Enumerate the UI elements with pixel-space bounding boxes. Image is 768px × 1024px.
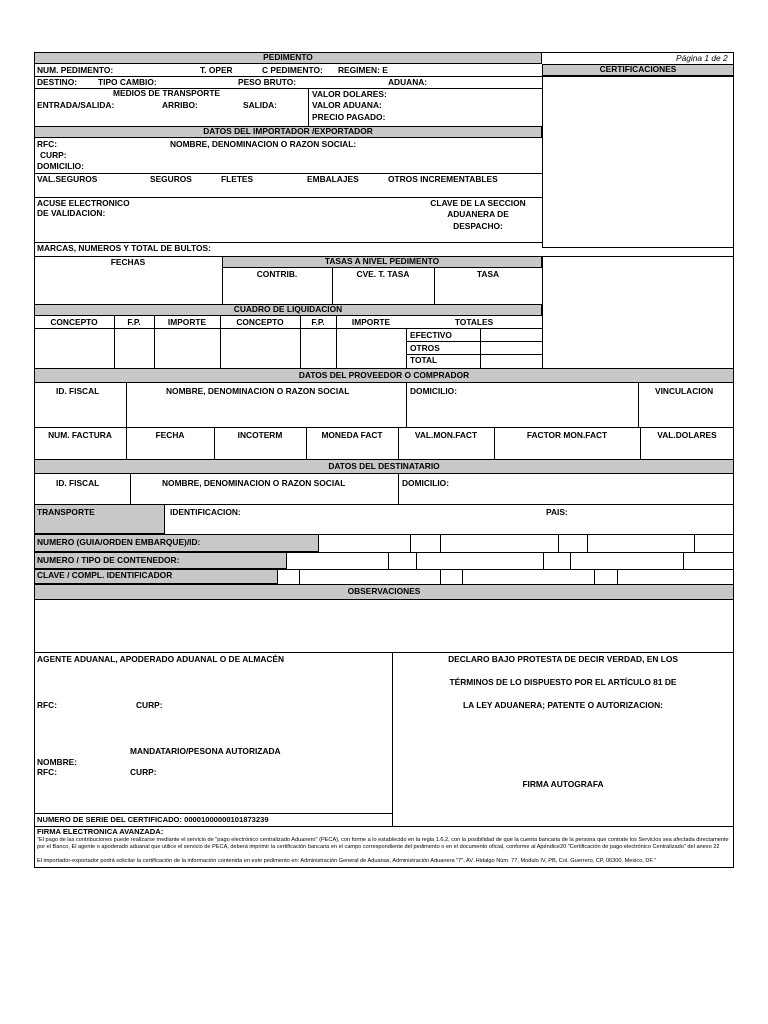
importe-label-2: IMPORTE: [351, 317, 391, 327]
factor-mon-fact-label: FACTOR MON.FACT: [526, 430, 608, 440]
fact-divider: [306, 427, 307, 459]
fechas-label: FECHAS: [110, 257, 146, 267]
clave-cell-divider: [617, 569, 618, 584]
fact-divider: [126, 427, 127, 459]
agente-curp-label: CURP:: [136, 700, 163, 710]
peso-bruto-label: PESO BRUTO:: [238, 77, 297, 87]
clave-seccion-label: CLAVE DE LA SECCION: [430, 198, 526, 208]
num-factura-label: NUM. FACTURA: [48, 430, 112, 440]
pais-label: PAIS:: [546, 507, 568, 517]
declaro-line-1: DECLARO BAJO PROTESTA DE DECIR VERDAD, EN LOS: [448, 654, 678, 664]
pago-note: "El pago de las contribuciones puede realizarse mediante el servicio de "pago electrónico centralizado Aduanero" (PECA), con forme a lo establecido en la regla 1.6.2, con la posibilidad de que la cuenta bancaria de la persona que contrate los Servicios sea afectada directamente por el Banco, El agente o apoderado aduanal que utilice el servicio de PECA, deberá imprimir la certificación bancaria en el campo correspondiente del pedimento o en el documento oficial, conforme al Apéndice20 "Certificación de pago electrónico Centralizado" del anexo 22: [37, 837, 729, 850]
transporte-label: TRANSPORTE: [37, 507, 95, 517]
seguros-label: SEGUROS: [150, 174, 192, 184]
domicilio-label: DOMICILIO:: [37, 161, 84, 171]
main-right-divider: [542, 256, 543, 368]
regimen-label: REGIMEN: E: [338, 65, 388, 75]
fecha-label: FECHA: [155, 430, 185, 440]
medios-transporte-label: MEDIOS DE TRANSPORTE: [113, 88, 221, 98]
guia-cell-divider: [694, 534, 695, 552]
fp-label-2: F.P.: [311, 317, 325, 327]
numero-serie-certificado: NUMERO DE SERIE DEL CERTIFICADO: 00001000000101873239: [37, 815, 269, 824]
dest-nombre-label: NOMBRE, DENOMINACION O RAZON SOCIAL: [162, 478, 346, 488]
fp-label: F.P.: [127, 317, 141, 327]
firma-electronica-label: FIRMA ELECTRONICA AVANZADA:: [37, 827, 164, 836]
cont-cell-divider: [570, 552, 571, 569]
rfc-label: RFC:: [37, 139, 58, 149]
identificacion-label: IDENTIFICACION:: [170, 507, 241, 517]
valor-divider: [308, 88, 309, 126]
cont-cell-divider: [683, 552, 684, 569]
fact-divider: [494, 427, 495, 459]
efectivo-label: EFECTIVO: [410, 330, 452, 340]
totales-value-divider: [480, 328, 481, 368]
moneda-fact-label: MONEDA FACT: [321, 430, 383, 440]
curp-label: CURP:: [40, 150, 67, 160]
id-fiscal-label: ID. FISCAL: [56, 386, 100, 396]
certificaciones-title: CERTIFICACIONES: [599, 64, 677, 74]
val-dolares-label: VAL.DOLARES: [657, 430, 717, 440]
numero-guia-label: NUMERO (GUIA/ORDEN EMBARQUE)/ID:: [37, 537, 201, 547]
val-mon-fact-label: VAL.MON.FACT: [414, 430, 478, 440]
guia-cell-divider: [440, 534, 441, 552]
proveedor-nombre-label: NOMBRE, DENOMINACION O RAZON SOCIAL: [166, 386, 350, 396]
salida-label: SALIDA:: [243, 100, 277, 110]
tasas-title: TASAS A NIVEL PEDIMENTO: [324, 256, 440, 266]
mandatario-nombre-label: NOMBRE:: [37, 757, 78, 767]
concepto-label: CONCEPTO: [50, 317, 98, 327]
clave-cell-divider: [299, 569, 300, 584]
tasa-label: TASA: [476, 269, 500, 279]
guia-cell-divider: [587, 534, 588, 552]
importe-label: IMPORTE: [167, 317, 207, 327]
otros-label: OTROS: [410, 343, 440, 353]
aduana-label: ADUANA:: [388, 77, 428, 87]
agente-aduanal-title: AGENTE ADUANAL, APODERADO ADUANAL O DE ALMACÉN: [37, 654, 285, 664]
tasas-divider: [332, 268, 333, 304]
nombre-razon-social-label: NOMBRE, DENOMINACION O RAZON SOCIAL:: [170, 139, 357, 149]
destinatario-title: DATOS DEL DESTINATARIO: [328, 461, 440, 471]
cve-t-tasa-label: CVE. T. TASA: [356, 269, 410, 279]
liq-divider: [154, 316, 155, 368]
valor-aduana-label: VALOR ADUANA:: [312, 100, 382, 110]
embalajes-label: EMBALAJES: [307, 174, 359, 184]
prov-divider: [638, 383, 639, 427]
entrada-salida-label: ENTRADA/SALIDA:: [37, 100, 115, 110]
acuse-validacion-label: DE VALIDACION:: [37, 208, 106, 218]
dest-id-fiscal-label: ID. FISCAL: [56, 478, 100, 488]
liq-divider: [114, 316, 115, 368]
val-seguros-label: VAL.SEGUROS: [37, 174, 98, 184]
dest-domicilio-label: DOMICILIO:: [402, 478, 449, 488]
mandatario-curp-label: CURP:: [130, 767, 157, 777]
fact-divider: [214, 427, 215, 459]
destino-label: DESTINO:: [37, 77, 78, 87]
t-oper-label: T. OPER: [200, 65, 233, 75]
c-pedimento-label: C PEDIMENTO:: [262, 65, 323, 75]
guia-cell-divider: [410, 534, 411, 552]
liq-divider: [336, 316, 337, 368]
contrib-label: CONTRIB.: [256, 269, 298, 279]
row-line: [34, 652, 734, 653]
page-number: Página 1 de 2: [676, 53, 728, 63]
liquidacion-title: CUADRO DE LIQUIDACION: [233, 304, 343, 314]
fact-divider: [640, 427, 641, 459]
clave-cell-divider: [594, 569, 595, 584]
guia-cell-divider: [558, 534, 559, 552]
mandatario-rfc-label: RFC:: [37, 767, 58, 777]
clave-identificador-label: CLAVE / COMPL. IDENTIFICADOR: [37, 570, 173, 580]
declaro-line-3: LA LEY ADUANERA; PATENTE O AUTORIZACION:: [463, 700, 663, 710]
cont-cell-divider: [543, 552, 544, 569]
precio-pagado-label: PRECIO PAGADO:: [312, 112, 386, 122]
proveedor-title: DATOS DEL PROVEEDOR O COMPRADOR: [298, 370, 470, 380]
fact-divider: [398, 427, 399, 459]
row-line: [406, 341, 542, 342]
row-line: [34, 427, 734, 428]
pedimento-title: PEDIMENTO: [263, 52, 313, 62]
totales-label: TOTALES: [454, 317, 494, 327]
certificaciones-box: [542, 76, 734, 248]
cont-cell-divider: [388, 552, 389, 569]
arribo-label: ARRIBO:: [162, 100, 198, 110]
tipo-cambio-label: TIPO CAMBIO:: [98, 77, 157, 87]
clave-cell-divider: [440, 569, 441, 584]
firma-autografa-label: FIRMA AUTOGRAFA: [522, 779, 604, 789]
importador-title: DATOS DEL IMPORTADOR /EXPORTADOR: [203, 126, 373, 136]
observaciones-title: OBSERVACIONES: [347, 586, 421, 596]
fletes-label: FLETES: [221, 174, 254, 184]
liq-divider: [406, 328, 407, 368]
marcas-label: MARCAS, NUMEROS Y TOTAL DE BULTOS:: [37, 243, 211, 253]
mandatario-label: MANDATARIO/PESONA AUTORIZADA: [130, 746, 281, 756]
vinculacion-label: VINCULACION: [655, 386, 714, 396]
certificacion-note: El importador-exportador podrá solicitar la certificación de la información contenida en este pedimento en: Administración General de Aduanas, Administración Aduanera "7", AV. Hidalgo Núm. 77, Modulo IV, PB, Col. Guerrero, CP, 06300, Mexico, DF.": [37, 858, 656, 864]
declaro-line-2: TÉRMINOS DE LO DISPUESTO POR EL ARTÍCULO 81 DE: [449, 677, 677, 687]
total-label: TOTAL: [410, 355, 438, 365]
clave-despacho-label: DESPACHO:: [453, 221, 503, 231]
row-line: [34, 813, 392, 814]
concepto-label-2: CONCEPTO: [236, 317, 284, 327]
cont-cell-divider: [416, 552, 417, 569]
otros-incrementables-label: OTROS INCREMENTABLES: [388, 174, 498, 184]
liq-divider: [220, 316, 221, 368]
prov-divider: [126, 383, 127, 427]
tasas-divider: [434, 268, 435, 304]
clave-aduanera-label: ADUANERA DE: [447, 209, 509, 219]
prov-divider: [406, 383, 407, 427]
num-pedimento-label: NUM. PEDIMENTO:: [37, 65, 114, 75]
acuse-electronico-label: ACUSE ELECTRONICO: [37, 198, 130, 208]
dest-divider: [130, 474, 131, 504]
liq-divider: [300, 316, 301, 368]
proveedor-domicilio-label: DOMICILIO:: [410, 386, 457, 396]
dest-divider: [398, 474, 399, 504]
incoterm-label: INCOTERM: [237, 430, 283, 440]
row-line: [34, 328, 542, 329]
valor-dolares-label: VALOR DOLARES:: [312, 89, 387, 99]
numero-contenedor-label: NUMERO / TIPO DE CONTENEDOR:: [37, 555, 180, 565]
row-line: [34, 88, 542, 89]
agente-rfc-label: RFC:: [37, 700, 58, 710]
clave-cell-divider: [462, 569, 463, 584]
